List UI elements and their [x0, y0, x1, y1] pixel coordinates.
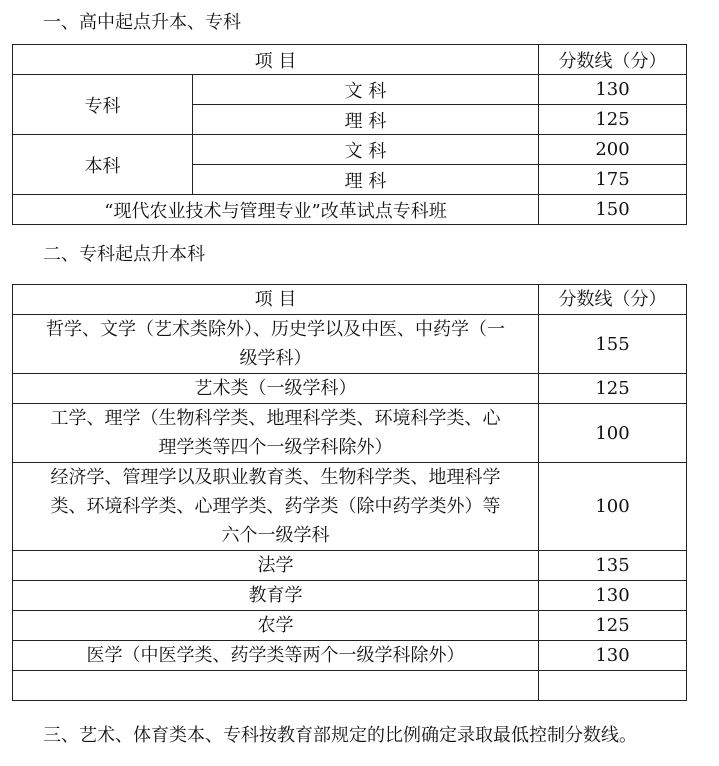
table-header-row [13, 285, 687, 315]
score-cell: 130 [539, 581, 687, 611]
score-cell: 150 [539, 195, 687, 225]
discipline-cell [13, 611, 539, 641]
group-cell: 专科 [13, 75, 193, 135]
score-cell: 130 [539, 641, 687, 671]
discipline-cell [13, 463, 539, 551]
score-header: 分数线（分） [539, 45, 687, 75]
discipline-line: 工学、理学（生物科学类、地理科学类、环境科学类、心 [50, 408, 501, 429]
score-cell: 125 [539, 611, 687, 641]
discipline-line: 类、环境科学类、心理学类、药学类（除中药学类外）等 [50, 496, 501, 517]
empty-cell [539, 671, 687, 701]
score-cell: 125 [539, 105, 687, 135]
discipline-cell [13, 581, 539, 611]
group-cell: 本科 [13, 135, 193, 195]
empty-row [13, 671, 687, 701]
score-cell: 155 [539, 315, 687, 374]
table-row [13, 75, 687, 105]
undergrad-score-table [12, 44, 687, 225]
subject-cell: 理 科 [193, 165, 539, 195]
subject-cell: 文 科 [193, 135, 539, 165]
empty-cell [13, 671, 539, 701]
discipline-cell [13, 404, 539, 463]
section2-heading: 二、专科起点升本科 [43, 244, 205, 265]
table-header-row [13, 45, 687, 75]
section1-heading: 一、高中起点升本、专科 [43, 12, 241, 33]
table-row [13, 195, 687, 225]
discipline-line: 六个一级学科 [221, 525, 330, 546]
subject-cell: 文 科 [193, 75, 539, 105]
score-cell: 200 [539, 135, 687, 165]
discipline-cell [13, 374, 539, 404]
table-row [13, 581, 687, 611]
program-cell: “现代农业技术与管理专业”改革试点专科班 [13, 195, 539, 225]
discipline-cell [13, 315, 539, 374]
score-cell: 135 [539, 551, 687, 581]
section3-note: 三、艺术、体育类本、专科按教育部规定的比例确定录取最低控制分数线。 [43, 725, 637, 746]
discipline-cell [13, 641, 539, 671]
discipline-line: 教育学 [248, 585, 303, 606]
table-row [13, 641, 687, 671]
discipline-line: 级学科） [239, 348, 312, 369]
score-cell: 175 [539, 165, 687, 195]
score-cell: 130 [539, 75, 687, 105]
upgrade-score-table [12, 284, 687, 701]
discipline-line: 经济学、管理学以及职业教育类、生物科学类、地理科学 [50, 467, 501, 488]
discipline-line: 农学 [257, 615, 294, 636]
table-row [13, 463, 687, 551]
subject-cell: 理 科 [193, 105, 539, 135]
discipline-line: 艺术类（一级学科） [194, 378, 357, 399]
discipline-line: 法学 [257, 555, 294, 576]
score-cell: 100 [539, 404, 687, 463]
discipline-line: 医学（中医学类、药学类等两个一级学科除外） [86, 645, 465, 666]
discipline-cell [13, 551, 539, 581]
discipline-line: 哲学、文学（艺术类除外）、历史学以及中医、中药学（一 [46, 319, 505, 340]
table-row [13, 404, 687, 463]
table-row [13, 135, 687, 165]
item-header: 项 目 [13, 45, 539, 75]
item-header: 项 目 [13, 285, 539, 315]
table-row [13, 611, 687, 641]
discipline-line: 理学类等四个一级学科除外） [158, 437, 393, 458]
score-header: 分数线（分） [539, 285, 687, 315]
score-cell: 125 [539, 374, 687, 404]
table-row [13, 374, 687, 404]
table-row [13, 315, 687, 374]
score-cell: 100 [539, 463, 687, 551]
table-row [13, 551, 687, 581]
